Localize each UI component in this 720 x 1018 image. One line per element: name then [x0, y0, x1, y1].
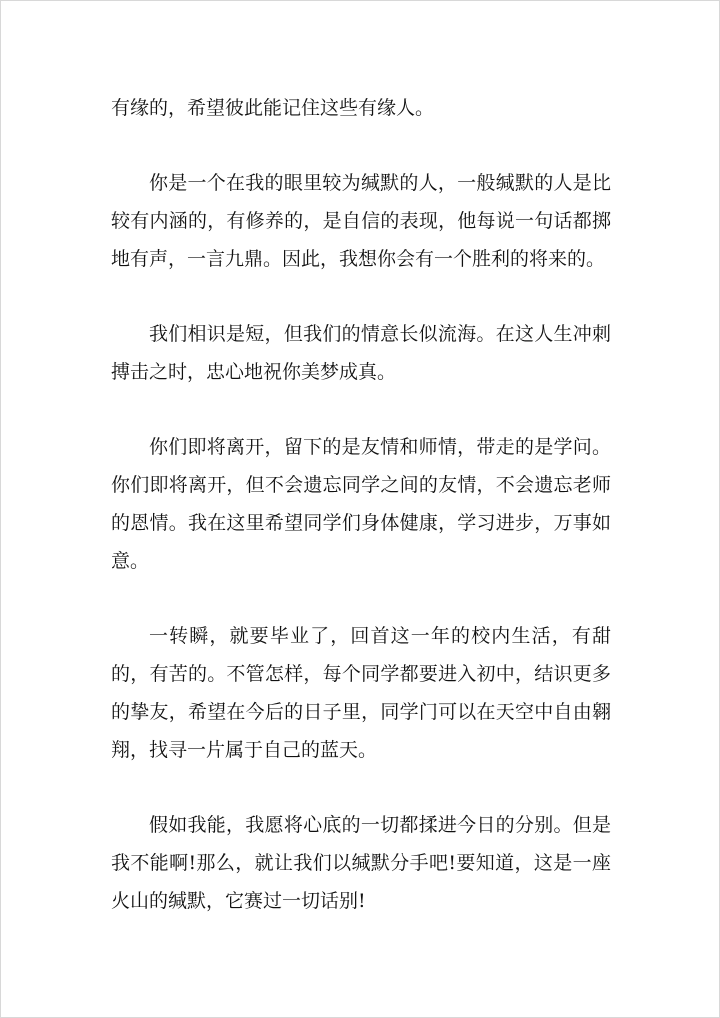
paragraph-5: 一转瞬，就要毕业了，回首这一年的校内生活，有甜的，有苦的。不管怎样，每个同学都要进入初中，结识更多的挚友，希望在今后的日子里，同学门可以在天空中自由翱翔，找寻一片属于自己的蓝天。 — [111, 625, 611, 761]
paragraph-4: 你们即将离开，留下的是友情和师情，带走的是学问。你们即将离开，但不会遗忘同学之间的友情，不会遗忘老师的恩情。我在这里希望同学们身体健康，学习进步，万事如意。 — [111, 436, 611, 572]
paragraph-2: 你是一个在我的眼里较为缄默的人，一般缄默的人是比较有内涵的，有修养的，是自信的表现，他每说一句话都掷地有声，一言九鼎。因此，我想你会有一个胜利的将来的。 — [111, 172, 611, 270]
document-body — [111, 89, 611, 957]
paragraph-6: 假如我能，我愿将心底的一切都揉进今日的分别。但是我不能啊!那么，就让我们以缄默分手吧!要知道，这是一座火山的缄默，它赛过一切话别! — [111, 814, 611, 912]
paragraph-3: 我们相识是短，但我们的情意长似流海。在这人生冲刺搏击之时，忠心地祝你美梦成真。 — [111, 323, 611, 383]
paragraph-1: 有缘的，希望彼此能记住这些有缘人。 — [111, 97, 435, 119]
